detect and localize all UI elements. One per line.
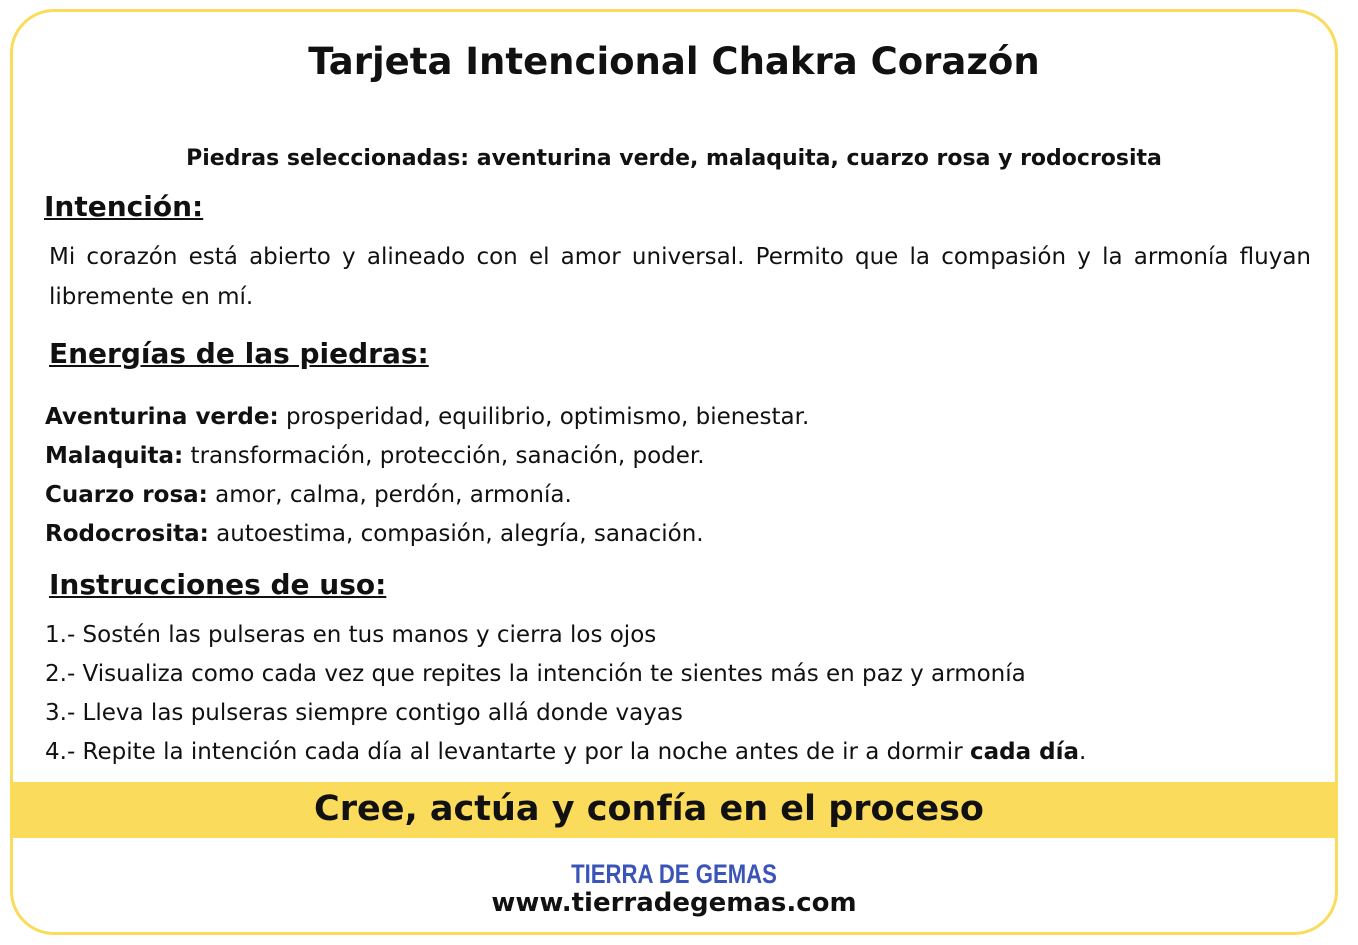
energies-heading: Energías de las piedras: (49, 337, 429, 370)
energies-list (45, 398, 809, 554)
intention-card (10, 9, 1338, 935)
energy-item (45, 476, 809, 515)
instructions-heading: Instrucciones de uso: (49, 568, 387, 601)
instruction-step (45, 733, 1086, 772)
stone-energies: transformación, protección, sanación, poder. (183, 443, 705, 469)
step-text: 4.- Repite la intención cada día al levantarte y por la noche antes de ir a dormir (45, 739, 970, 765)
stone-energies: prosperidad, equilibrio, optimismo, bienestar. (278, 404, 810, 430)
step-emphasis: cada día (969, 739, 1079, 765)
energy-item (45, 515, 809, 554)
instruction-step: 1.- Sostén las pulseras en tus manos y cierra los ojos (45, 622, 657, 648)
energy-item (45, 437, 809, 476)
intention-text: Mi corazón está abierto y alineado con el amor universal. Permito que la compasión y la armonía fluyan libremente en mí. (49, 244, 1311, 310)
slogan: Cree, actúa y confía en el proceso (314, 789, 984, 829)
stone-energies: amor, calma, perdón, armonía. (207, 482, 572, 508)
instruction-step: 2.- Visualiza como cada vez que repites la intención te sientes más en paz y armonía (45, 661, 1026, 687)
stone-name: Cuarzo rosa: (45, 482, 208, 508)
instruction-step: 3.- Lleva las pulseras siempre contigo allá donde vayas (45, 700, 683, 726)
card-title: Tarjeta Intencional Chakra Corazón (308, 40, 1040, 83)
stone-name: Aventurina verde: (45, 404, 279, 430)
instructions-list (45, 616, 1086, 772)
stone-name: Malaquita: (45, 443, 184, 469)
step-end: . (1078, 739, 1087, 765)
intention-heading: Intención: (44, 190, 204, 223)
selected-stones: Piedras seleccionadas: aventurina verde, malaquita, cuarzo rosa y rodocrosita (186, 146, 1162, 171)
energy-item (45, 398, 809, 437)
brand-logo: TIERRA DE GEMAS (571, 859, 777, 889)
stone-name: Rodocrosita: (45, 521, 209, 547)
stone-energies: autoestima, compasión, alegría, sanación. (208, 521, 704, 547)
website-link[interactable]: www.tierradegemas.com (491, 888, 857, 918)
